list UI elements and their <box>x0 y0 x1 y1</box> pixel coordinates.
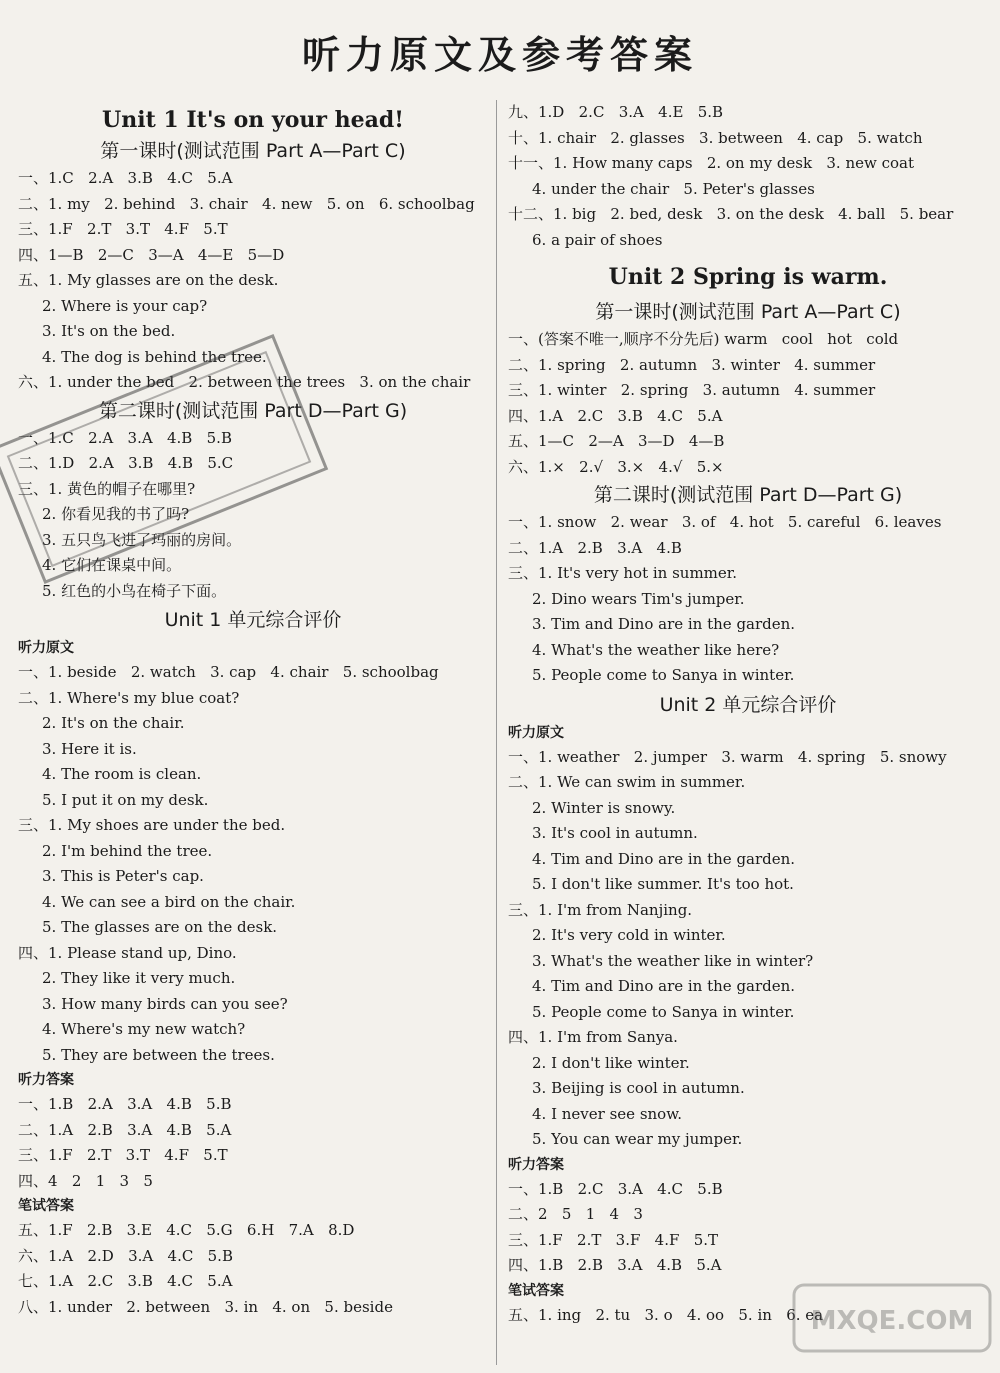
answer-line: 2. It's very cold in winter. <box>532 926 726 944</box>
answer-line: 3. What's the weather like in winter? <box>532 951 814 970</box>
answer-line: 四、4 2 1 3 5 <box>18 1171 153 1190</box>
answer-line: 4. 它们在课桌中间。 <box>42 556 182 574</box>
answer-line: 十一、1. How many caps 2. on my desk 3. new coat <box>508 154 915 172</box>
unit2-lesson2-answers <box>508 510 988 689</box>
answer-line: 4. under the chair 5. Peter's glasses <box>532 179 815 198</box>
answer-line: 2. Where is your cap? <box>42 296 208 315</box>
answer-line: 3. It's cool in autumn. <box>532 824 698 842</box>
answer-line: 三、1. winter 2. spring 3. autumn 4. summer <box>508 381 876 399</box>
answer-line: 一、1. beside 2. watch 3. cap 4. chair 5. schoolbag <box>18 663 439 681</box>
answer-line: 3. Here it is. <box>42 739 137 758</box>
answer-line: 五、1. My glasses are on the desk. <box>18 271 279 289</box>
answer-line: 二、2 5 1 4 3 <box>508 1205 643 1223</box>
unit2-listening-answers-label: 听力答案 <box>508 1156 564 1173</box>
answer-line: 5. I don't like summer. It's too hot. <box>532 875 794 893</box>
answer-line: 一、1.C 2.A 3.A 4.B 5.B <box>18 428 232 447</box>
unit1-lesson1-answers <box>18 166 488 396</box>
answer-line: 三、1.F 2.T 3.T 4.F 5.T <box>18 220 228 238</box>
answer-line: 二、1. my 2. behind 3. chair 4. new 5. on 6. schoolbag <box>18 194 475 213</box>
answer-line: 三、1. It's very hot in summer. <box>508 564 738 582</box>
answer-line: 2. I'm behind the tree. <box>42 841 213 860</box>
answer-line: 5. You can wear my jumper. <box>532 1130 743 1148</box>
answer-line: 一、1. snow 2. wear 3. of 4. hot 5. careful 6. leaves <box>508 513 942 531</box>
answer-line: 4. I never see snow. <box>532 1104 683 1123</box>
answer-line: 二、1. Where's my blue coat? <box>18 688 240 707</box>
answer-line: 4. Where's my new watch? <box>42 1020 246 1038</box>
unit1-listening-text-label: 听力原文 <box>18 640 74 656</box>
answer-line: 5. The glasses are on the desk. <box>42 918 278 936</box>
answer-line: 二、1.A 2.B 3.A 4.B 5.A <box>18 1120 232 1139</box>
answer-line: 六、1.A 2.D 3.A 4.C 5.B <box>18 1246 233 1265</box>
unit2-listening-answers <box>508 1177 988 1279</box>
answer-line: 4. What's the weather like here? <box>532 640 780 659</box>
answer-line: 2. Winter is snowy. <box>532 798 676 817</box>
answer-line: 3. Beijing is cool in autumn. <box>532 1079 745 1097</box>
answer-line: 二、1.A 2.B 3.A 4.B <box>508 538 682 557</box>
page-title: 听力原文及参考答案 <box>301 33 698 77</box>
answer-line: 一、1.C 2.A 3.B 4.C 5.A <box>18 169 233 187</box>
unit2-lesson2-heading: 第二课时(测试范围 Part D—Part G) <box>593 484 903 506</box>
answer-line: 八、1. under 2. between 3. in 4. on 5. beside <box>18 1297 393 1316</box>
unit2-listening-text-label: 听力原文 <box>508 724 564 741</box>
answer-line: 六、1.× 2.√ 3.× 4.√ 5.× <box>508 457 724 476</box>
answer-line: 三、1.F 2.T 3.F 4.F 5.T <box>508 1230 719 1249</box>
answer-line: 2. I don't like winter. <box>532 1053 690 1072</box>
answer-line: 2. It's on the chair. <box>42 714 185 732</box>
answer-line: 3. How many birds can you see? <box>42 994 288 1013</box>
answer-line: 一、(答案不唯一,顺序不分先后) warm cool hot cold <box>508 330 899 348</box>
answer-line: 四、1. I'm from Sanya. <box>508 1028 678 1046</box>
answer-line: 七、1.A 2.C 3.B 4.C 5.A <box>18 1272 233 1290</box>
unit1-eval-heading: Unit 1 单元综合评价 <box>164 609 342 631</box>
unit2-written-answers-label: 笔试答案 <box>508 1282 564 1299</box>
answer-line: 5. People come to Sanya in winter. <box>532 1002 795 1021</box>
answer-line: 二、1. We can swim in summer. <box>508 773 746 791</box>
answer-line: 三、1. I'm from Nanjing. <box>508 900 693 919</box>
answer-line: 4. Tim and Dino are in the garden. <box>532 849 796 868</box>
unit1-listening-answers-label: 听力答案 <box>18 1072 74 1088</box>
answer-line: 3. 五只鸟飞进了玛丽的房间。 <box>42 530 242 549</box>
answer-line: 四、1. Please stand up, Dino. <box>18 943 237 962</box>
answer-line: 6. a pair of shoes <box>532 230 663 249</box>
answer-line: 一、1. weather 2. jumper 3. warm 4. spring 5. snowy <box>508 747 947 766</box>
answer-line: 五、1—C 2—A 3—D 4—B <box>508 432 725 450</box>
unit1-written-answers-label: 笔试答案 <box>18 1198 74 1214</box>
unit1-listening-text <box>18 660 488 1068</box>
unit2-lesson1-answers <box>508 327 988 480</box>
answer-line: 九、1.D 2.C 3.A 4.E 5.B <box>508 103 724 121</box>
answer-line: 4. The dog is behind the tree. <box>42 347 267 366</box>
answer-line: 十、1. chair 2. glasses 3. between 4. cap 5. watch <box>508 128 923 147</box>
answer-line: 四、1.B 2.B 3.A 4.B 5.A <box>508 1256 722 1274</box>
answer-line: 2. They like it very much. <box>42 969 236 987</box>
answer-line: 二、1.D 2.A 3.B 4.B 5.C <box>18 454 234 472</box>
answer-line: 一、1.B 2.C 3.A 4.C 5.B <box>508 1179 723 1198</box>
answer-line: 一、1.B 2.A 3.A 4.B 5.B <box>18 1095 232 1113</box>
answer-line: 三、1. 黄色的帽子在哪里? <box>18 479 196 498</box>
answer-line: 4. Tim and Dino are in the garden. <box>532 977 796 995</box>
answer-line: 5. I put it on my desk. <box>42 790 209 809</box>
unit1-lesson1-heading: 第一课时(测试范围 Part A—Part C) <box>100 140 406 162</box>
answer-line: 5. They are between the trees. <box>42 1045 275 1064</box>
unit1-written-answers <box>18 1218 488 1320</box>
unit2-eval-heading: Unit 2 单元综合评价 <box>659 693 837 716</box>
answer-line: 5. People come to Sanya in winter. <box>532 666 795 684</box>
answer-line: 2. 你看见我的书了吗? <box>42 505 190 523</box>
column-divider <box>496 100 497 1365</box>
watermark-text: MXQE.COM <box>810 1306 974 1336</box>
answer-line: 2. Dino wears Tim's jumper. <box>532 589 745 608</box>
answer-line: 五、1.F 2.B 3.E 4.C 5.G 6.H 7.A 8.D <box>18 1221 355 1239</box>
answer-line: 三、1.F 2.T 3.T 4.F 5.T <box>18 1146 228 1164</box>
answer-line: 3. It's on the bed. <box>42 322 176 340</box>
answer-line: 六、1. under the bed 2. between the trees 3. on the chair <box>18 373 471 391</box>
watermark-logo <box>792 1283 992 1353</box>
answer-line: 3. Tim and Dino are in the garden. <box>532 615 796 633</box>
unit2-listening-text <box>508 745 988 1153</box>
answer-line: 5. 红色的小鸟在椅子下面。 <box>42 581 227 600</box>
right-column <box>508 100 988 1328</box>
unit2-heading: Unit 2 Spring is warm. <box>608 264 888 290</box>
unit1-continued-answers <box>508 100 988 253</box>
answer-line: 三、1. My shoes are under the bed. <box>18 816 286 834</box>
unit2-lesson1-heading: 第一课时(测试范围 Part A—Part C) <box>595 301 901 323</box>
answer-line: 四、1—B 2—C 3—A 4—E 5—D <box>18 245 285 264</box>
answer-line: 十二、1. big 2. bed, desk 3. on the desk 4. ball 5. bear <box>508 205 954 223</box>
answer-line: 四、1.A 2.C 3.B 4.C 5.A <box>508 406 723 425</box>
unit1-lesson2-heading: 第二课时(测试范围 Part D—Part G) <box>98 399 408 422</box>
answer-line: 4. We can see a bird on the chair. <box>42 892 296 911</box>
answer-line: 4. The room is clean. <box>42 765 202 783</box>
answer-line: 3. This is Peter's cap. <box>42 867 204 885</box>
answer-line: 二、1. spring 2. autumn 3. winter 4. summer <box>508 355 876 374</box>
unit1-lesson2-answers <box>18 426 488 605</box>
unit1-listening-answers <box>18 1092 488 1194</box>
answer-line: 五、1. ing 2. tu 3. o 4. oo 5. in 6. ea <box>508 1305 824 1324</box>
left-column <box>18 100 488 1320</box>
unit1-heading: Unit 1 It's on your head! <box>102 107 404 133</box>
